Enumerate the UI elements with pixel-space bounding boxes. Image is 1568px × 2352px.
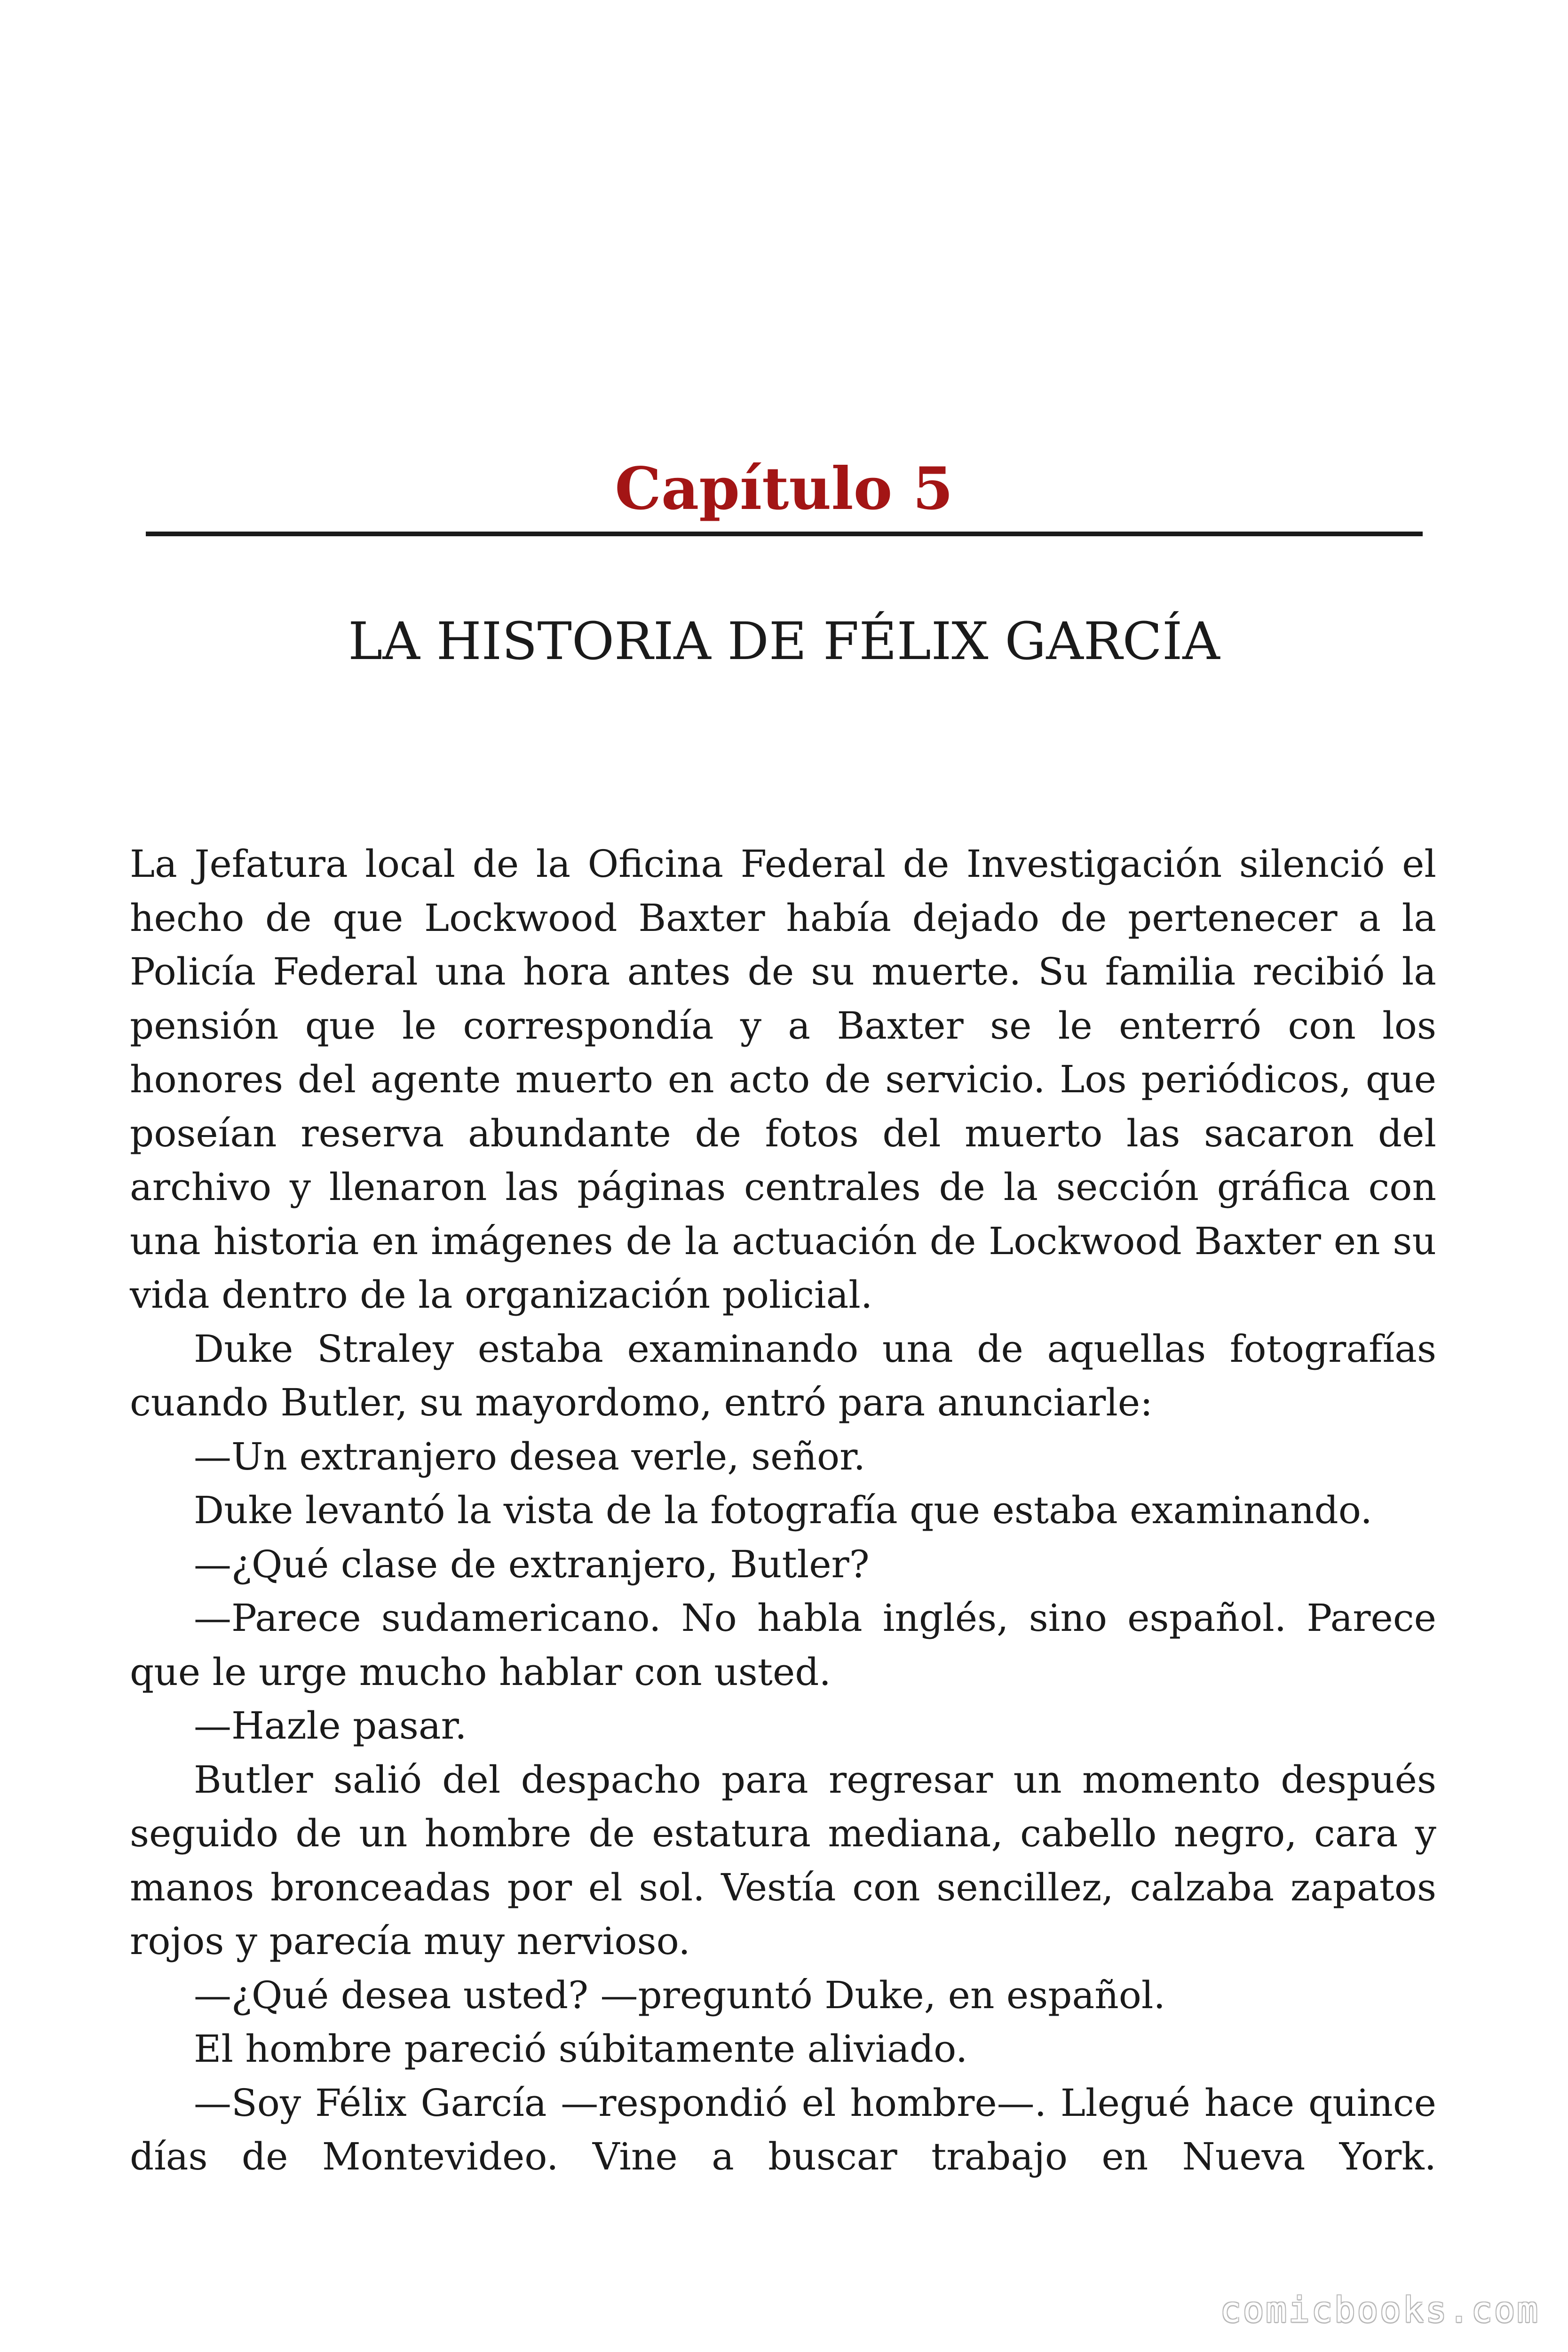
chapter-divider [146,532,1423,536]
paragraph: Duke levantó la vista de la fotografía que estaba examinando. [194,1488,1372,1532]
chapter-subtitle: LA HISTORIA DE FÉLIX GARCÍA [348,611,1220,671]
chapter-title: Capítulo 5 [615,455,953,523]
paragraph: Butler salió del despacho para regresar un momento después seguido de un hombre de estatura mediana, cabello negro, cara y manos bronceadas por el sol. Vestía con sencillez, calzaba zapatos rojos y parecía muy nervioso. [130,1757,1436,1963]
paragraph: —¿Qué desea usted? —preguntó Duke, en español. [194,1973,1165,2017]
paragraph: La Jefatura local de la Oficina Federal de Investigación silenció el hecho de que Lockwood Baxter había dejado de pertenecer a la Policía Federal una hora antes de su muerte. Su familia recibió la pensión que le correspondía y a Baxter se le enterró con los honores del agente muerto en acto de servicio. Los periódicos, que poseían reserva abundante de fotos del muerto las sacaron del archivo y llenaron las páginas centrales de la sección gráfica con una historia en imágenes de la actuación de Lockwood Baxter en su vida dentro de la organización policial. [130,842,1436,1317]
paragraph: —Soy Félix García —respondió el hombre—. Llegué hace quince días de Montevideo. Vine a buscar trabajo en Nueva York. [130,2081,1436,2178]
paragraph: Duke Straley estaba examinando una de aquellas fotografías cuando Butler, su mayordomo, entró para anunciarle: [130,1327,1436,1424]
watermark: comicbooks.com [1220,2290,1540,2330]
chapter-body [130,837,1436,2184]
paragraph: El hombre pareció súbitamente aliviado. [194,2027,968,2071]
paragraph: —Un extranjero desea verle, señor. [194,1434,866,1478]
paragraph: —Hazle pasar. [194,1704,467,1748]
paragraph: —¿Qué clase de extranjero, Butler? [194,1542,870,1586]
paragraph: —Parece sudamericano. No habla inglés, sino español. Parece que le urge mucho hablar con usted. [130,1596,1436,1694]
